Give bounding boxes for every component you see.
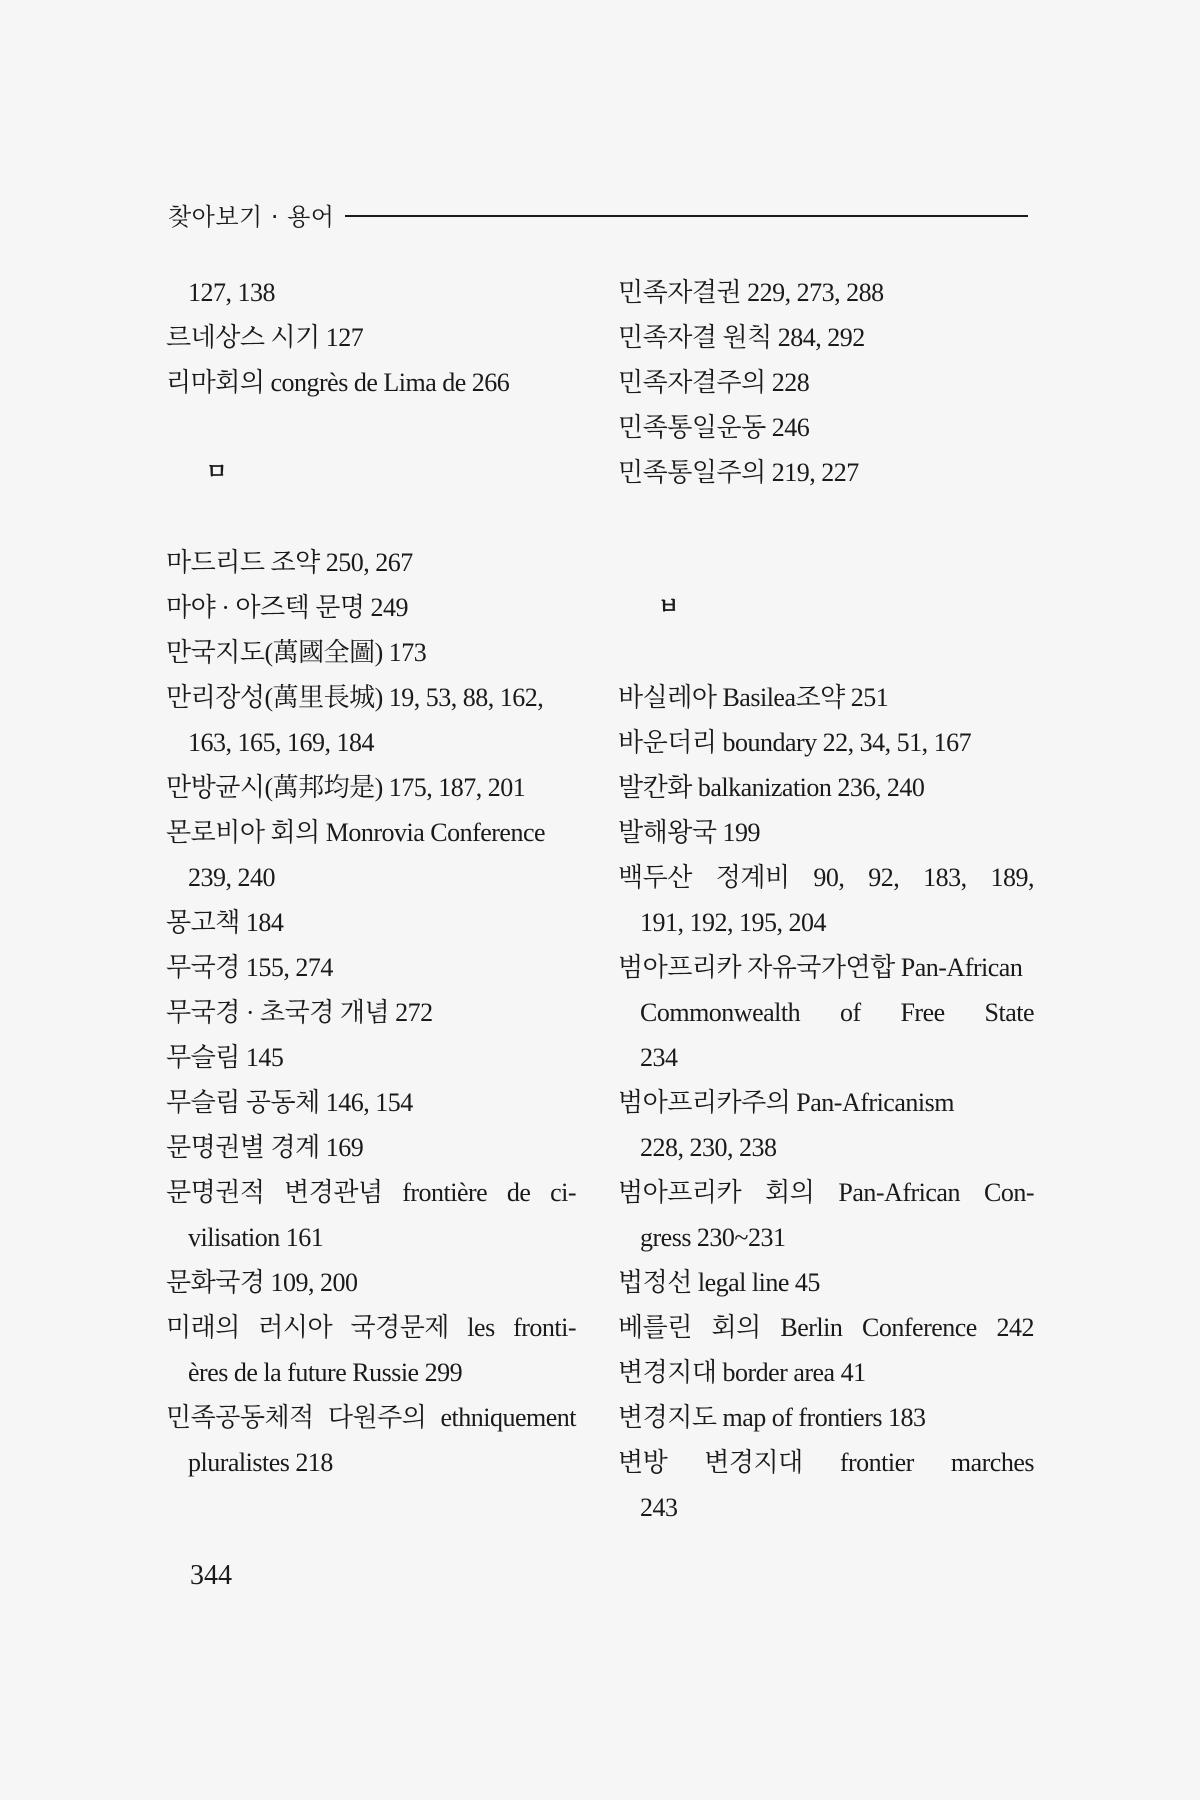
index-entry-line: 민족자결 원칙 284, 292 — [618, 323, 865, 352]
page-number: 344 — [190, 1560, 232, 1591]
index-entry-line: 127, 138 — [188, 278, 275, 307]
index-entry-line: 민족자결권 229, 273, 288 — [618, 278, 884, 307]
index-entry-line: 변방 변경지대 frontier marches — [618, 1448, 1034, 1477]
index-entry-line: 바운더리 boundary 22, 34, 51, 167 — [618, 728, 972, 757]
running-head-title: 찾아보기 · 용어 — [168, 202, 335, 231]
index-entry-line: 범아프리카주의 Pan-Africanism — [618, 1088, 954, 1117]
index-entry-line: 발해왕국 199 — [618, 818, 760, 847]
index-entry-line: Commonwealth of Free State — [640, 998, 1034, 1027]
running-head-rule — [345, 215, 1029, 217]
index-entry-line: 만국지도(萬國全圖) 173 — [166, 638, 427, 667]
index-entry-line: 무슬림 145 — [166, 1043, 284, 1072]
index-entry-line: 228, 230, 238 — [640, 1133, 777, 1162]
index-entry-line: 법정선 legal line 45 — [618, 1268, 820, 1297]
index-entry-line: 무슬림 공동체 146, 154 — [166, 1088, 413, 1117]
index-entry-line: 범아프리카 회의 Pan-African Con- — [618, 1178, 1034, 1207]
index-column-left — [166, 270, 576, 1485]
index-entry-line: 191, 192, 195, 204 — [640, 908, 826, 937]
index-entry-line: 무국경 · 초국경 개념 272 — [166, 998, 433, 1027]
index-entry-line: 무국경 155, 274 — [166, 953, 333, 982]
index-entry-line: 234 — [640, 1043, 678, 1072]
index-entry-line: 몽고책 184 — [166, 908, 284, 937]
index-entry-line: gress 230~231 — [640, 1223, 786, 1252]
index-entry-line: 243 — [640, 1493, 678, 1522]
index-entry-line: 마드리드 조약 250, 267 — [166, 548, 413, 577]
index-entry-line: 베를린 회의 Berlin Conference 242 — [618, 1313, 1034, 1342]
index-entry-line: 민족통일주의 219, 227 — [618, 458, 859, 487]
index-entry-line: 몬로비아 회의 Monrovia Conference — [166, 818, 546, 847]
index-entry-line: 변경지도 map of frontiers 183 — [618, 1403, 926, 1432]
index-entry-line: 바실레아 Basilea조약 251 — [618, 683, 889, 712]
index-entry-line: 변경지대 border area 41 — [618, 1358, 866, 1387]
index-entry-line: 르네상스 시기 127 — [166, 323, 364, 352]
index-entry-line: 문명권적 변경관념 frontière de ci- — [166, 1178, 576, 1207]
index-entry-line: 163, 165, 169, 184 — [188, 728, 374, 757]
index-entry-line: 마야 · 아즈텍 문명 249 — [166, 593, 408, 622]
index-entry-line: 발칸화 balkanization 236, 240 — [618, 773, 925, 802]
index-entry-line: 미래의 러시아 국경문제 les fronti- — [166, 1313, 576, 1342]
index-entry-line: 민족통일운동 246 — [618, 413, 810, 442]
section-gap — [618, 540, 1034, 585]
index-entry-line: 범아프리카 자유국가연합 Pan-African — [618, 953, 1023, 982]
index-entry-line: 문화국경 109, 200 — [166, 1268, 358, 1297]
index-entry-line: vilisation 161 — [188, 1223, 324, 1252]
index-entry-line: 만방균시(萬邦均是) 175, 187, 201 — [166, 773, 526, 802]
section-heading: ㅂ — [658, 595, 680, 620]
section-gap — [618, 630, 1034, 675]
index-entry-line: 백두산 정계비 90, 92, 183, 189, — [618, 863, 1034, 892]
index-entry-line: 239, 240 — [188, 863, 275, 892]
index-entry-line: 리마회의 congrès de Lima de 266 — [166, 368, 510, 397]
section-gap — [166, 405, 576, 450]
index-entry-line: pluralistes 218 — [188, 1448, 333, 1477]
section-heading: ㅁ — [206, 460, 228, 485]
running-head — [168, 192, 1028, 236]
index-column-right — [618, 270, 1034, 1530]
index-entry-line: ères de la future Russie 299 — [188, 1358, 463, 1387]
index-entry-line: 문명권별 경계 169 — [166, 1133, 364, 1162]
index-entry-line: 민족자결주의 228 — [618, 368, 810, 397]
index-entry-line: 만리장성(萬里長城) 19, 53, 88, 162, — [166, 683, 544, 712]
section-gap — [618, 495, 1034, 540]
section-gap — [166, 495, 576, 540]
index-entry-line: 민족공동체적 다원주의 ethniquement — [166, 1403, 576, 1432]
